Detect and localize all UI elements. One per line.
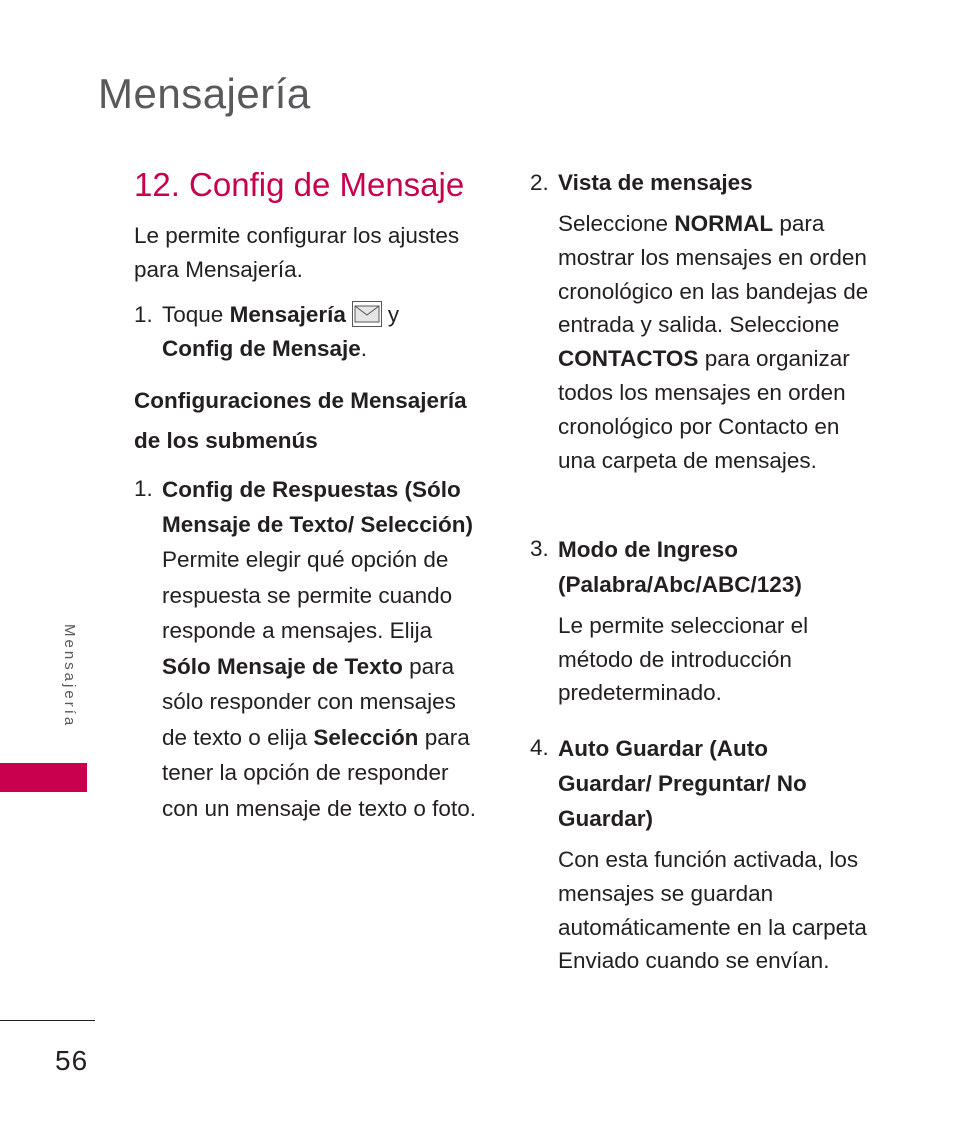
item-number: 1. <box>134 476 153 501</box>
body-text: Permite elegir qué opción de respuesta se permite cuando responde a mensajes. Elija <box>162 547 453 643</box>
body-text: Seleccione <box>729 312 840 338</box>
item-title: Vista de mensajes <box>558 170 753 195</box>
item-number: 4. <box>530 735 549 760</box>
item-body <box>134 542 482 826</box>
item-title: Auto Guardar (Auto Guardar/ Preguntar/ No Guardar) <box>558 736 807 831</box>
item-title: Config de Respuestas (Sólo Mensaje de Texto/ Selección) <box>162 477 473 537</box>
list-item-4 <box>530 731 890 978</box>
sidebar-label-text: Mensajería <box>61 624 78 729</box>
envelope-icon <box>352 301 382 327</box>
step-submenu-name: Config de Mensaje <box>162 336 361 361</box>
body-option-selection: Selección <box>313 724 419 750</box>
step-menu-name: Mensajería <box>229 302 346 327</box>
subheading: Configuraciones de Mensajería de los submenús <box>134 388 467 453</box>
item-number: 2. <box>530 170 549 195</box>
item-body: Le permite seleccionar el método de introducción predeterminado. <box>558 613 809 705</box>
item-body <box>530 207 883 477</box>
list-item-1 <box>134 472 484 826</box>
step-connector: y <box>387 302 400 327</box>
body-option-normal: NORMAL <box>674 211 774 236</box>
section-title: 12. Config de Mensaje <box>134 166 465 203</box>
footer-rule <box>0 1020 95 1021</box>
body-option-contacts: CONTACTOS <box>558 346 699 372</box>
step-number: 1. <box>134 302 153 327</box>
body-text: para sólo responder con mensajes de texto o elija <box>162 653 456 750</box>
page-number: 56 <box>55 1045 89 1076</box>
sidebar-section-label <box>52 624 78 754</box>
list-item-2 <box>530 166 890 477</box>
item-title: Modo de Ingreso (Palabra/Abc/ABC/123) <box>558 537 802 597</box>
body-option-text-only: Sólo Mensaje de Texto <box>162 653 403 679</box>
page-header-title: Mensajería <box>98 70 311 117</box>
item-body: Con esta función activada, los mensajes se guardan automáticamente en la carpeta Enviado cuando se envían. <box>558 847 867 974</box>
step-prefix: Toque <box>162 302 224 327</box>
body-text: para tener la opción de responder con un mensaje de texto o foto. <box>162 724 476 821</box>
body-text: para organizar todos los mensajes en orden cronológico por Contacto en una carpeta de mensajes. <box>558 346 850 473</box>
body-text: Seleccione <box>558 211 669 236</box>
list-item-3 <box>530 532 890 710</box>
body-text: para mostrar los mensajes en orden cronológico en las bandejas de entrada y salida. <box>558 211 869 338</box>
step-end: . <box>360 336 368 361</box>
sidebar-accent-bar <box>0 763 87 792</box>
step-1 <box>134 298 484 366</box>
intro-text: Le permite configurar los ajustes para Mensajería. <box>134 223 460 282</box>
item-number: 3. <box>530 536 549 561</box>
